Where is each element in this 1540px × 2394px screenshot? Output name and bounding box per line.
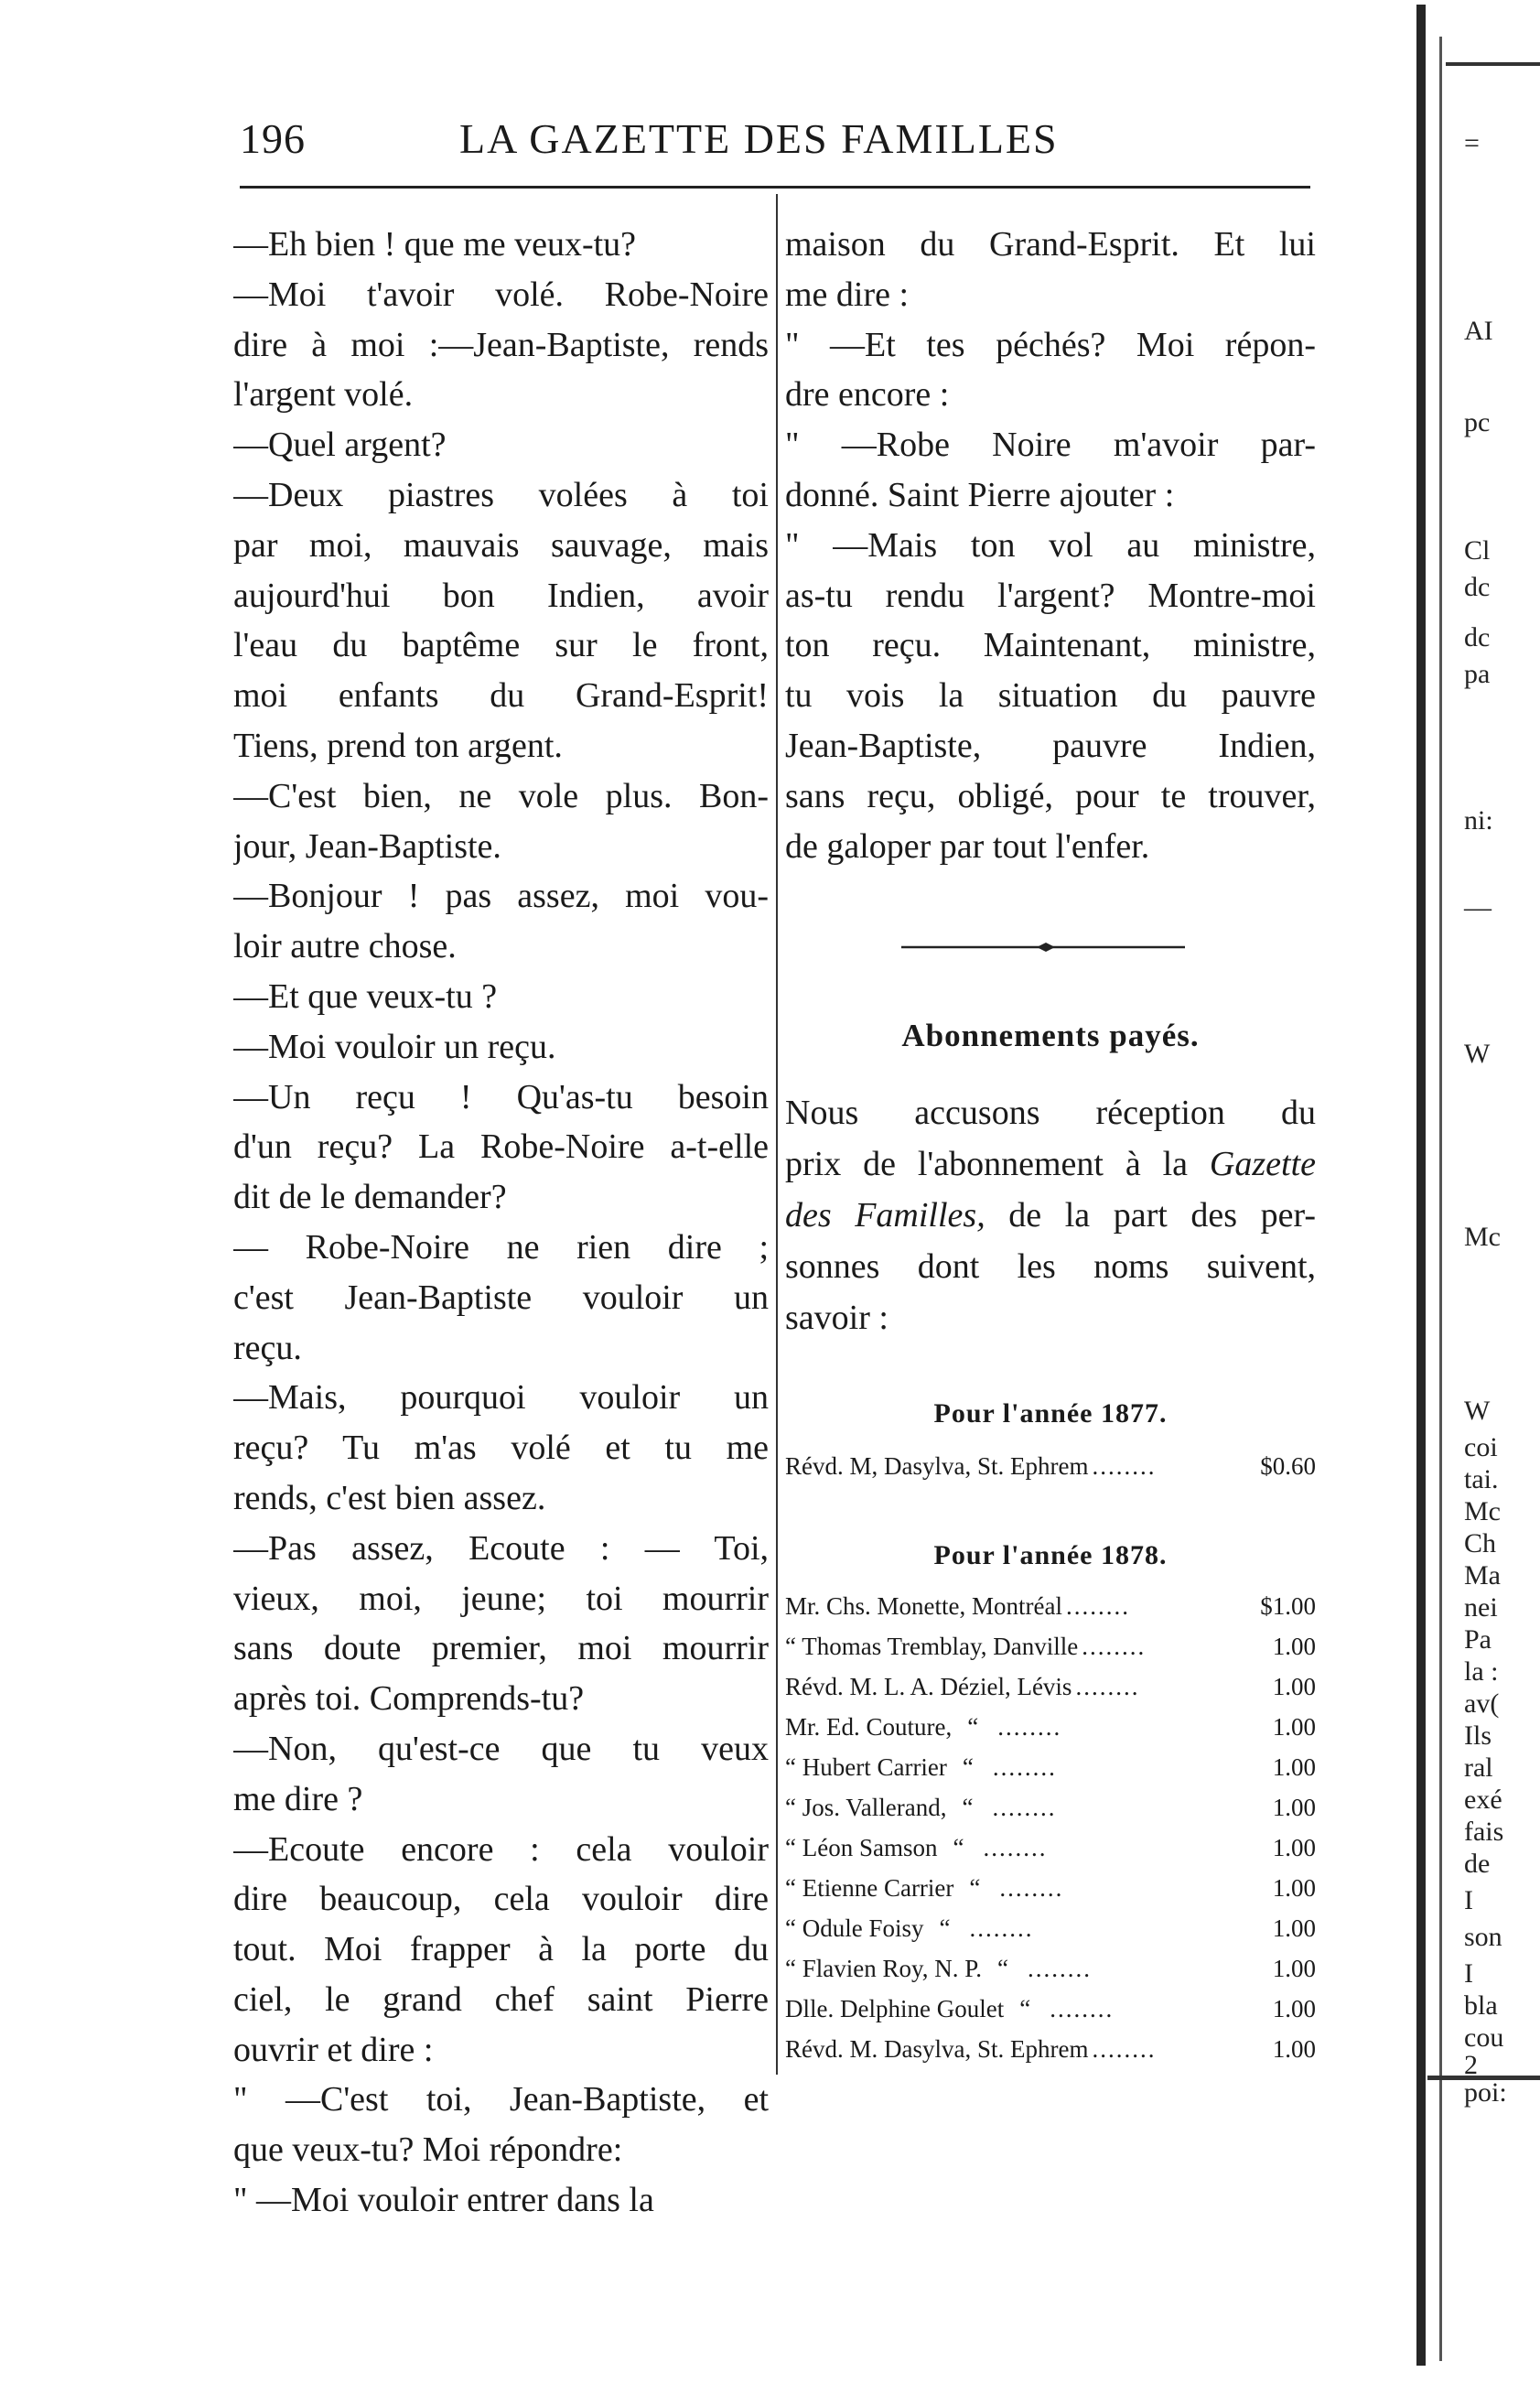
next-page-fragment: exé [1464,1785,1502,1815]
text-line: donné. Saint Pierre ajouter : [785,475,1175,514]
next-page-fragment: Cl [1464,535,1491,566]
subscriber-name: “ Thomas Tremblay, Danville [785,1633,1079,1660]
next-page-fragment: Pa [1464,1624,1492,1655]
subscriber-row [785,1989,1316,2029]
subscription-amount: 1.00 [1272,1955,1316,1982]
left-column-story [233,220,769,2226]
subscriber-row [785,1868,1316,1908]
text-line: après toi. Comprends-tu? [233,1679,585,1719]
text-line: ton reçu. Maintenant, ministre, [785,626,1316,665]
next-page-fragment: I [1464,1885,1473,1915]
next-page-fragment: I [1464,1958,1473,1989]
text-line: l'eau du baptême sur le front, [233,626,769,665]
subscription-amount: 1.00 [1272,1673,1316,1700]
binding-shadow [1416,5,1426,2366]
subscriber-name: Révd. M. L. A. Déziel, Lévis [785,1673,1072,1700]
subscription-amount: 1.00 [1272,2035,1316,2063]
subscriber-name: Révd. M, Dasylva, St. Ephrem [785,1452,1089,1480]
des-familles-italic: des Familles, [785,1196,985,1235]
subscriber-row [785,1908,1316,1948]
text-line: " —Mais ton vol au ministre, [785,525,1316,565]
next-page-fragment: Mc [1464,1222,1501,1252]
leader-dots: ........ [1092,2035,1157,2063]
text-line: d'un reçu? La Robe-Noire a-t-elle [233,1127,769,1167]
right-column-story [785,220,1316,871]
subscription-amount: 1.00 [1272,1995,1316,2022]
leader-dots: ........ [999,1874,1064,1902]
next-page-fragment: de [1464,1849,1491,1879]
text-line: —Un reçu ! Qu'as-tu besoin [233,1077,769,1116]
text-line: — Robe-Noire ne rien dire ; [233,1227,769,1267]
text-line: tu vois la situation du pauvre [785,676,1316,716]
text-line: —Deux piastres volées à toi [233,475,769,514]
text-line: l'argent volé. [233,375,414,415]
leader-dots: ........ [1082,1633,1147,1660]
next-page-fragment: = [1464,128,1480,158]
year-heading-1878: Pour l'année 1878. [933,1540,1168,1570]
next-page-fragment: son [1464,1922,1502,1952]
ditto-mark: “ [962,1794,974,1821]
leader-dots: ........ [1075,1673,1140,1700]
subscriber-name: “ Etienne Carrier [785,1874,954,1902]
next-page-fragment: W [1464,1396,1491,1426]
text-line: vieux, moi, jeune; toi mourrir [233,1579,769,1618]
leader-dots: ........ [1028,1955,1092,1982]
next-page-fragment: pa [1464,659,1491,689]
subscriber-row [785,1586,1316,1626]
text-line: " —Robe Noire m'avoir par- [785,426,1316,465]
ditto-mark: “ [969,1874,981,1902]
text-line: " —Moi vouloir entrer dans la [233,2181,654,2220]
ditto-mark: “ [1019,1995,1031,2022]
subscriber-list-1878 [785,1586,1316,2069]
text-line: sans doute premier, moi mourrir [233,1629,769,1668]
next-page-fragment: bla [1464,1990,1498,2021]
subscriber-name: “ Jos. Vallerand, [785,1794,947,1821]
subscription-amount: 1.00 [1272,1914,1316,1942]
text-line: ouvrir et dire : [233,2030,434,2069]
text-line: par moi, mauvais sauvage, mais [233,525,769,565]
text-line: loir autre chose. [233,927,457,966]
subscriptions-heading: Abonnements payés. [901,1018,1200,1053]
text-line: —Eh bien ! que me veux-tu? [233,225,637,264]
text-line: —Quel argent? [233,426,447,465]
subscriptions-notice [785,1087,1316,1343]
notice-line: sonnes dont les noms suivent, [785,1247,1316,1286]
text-line: reçu? Tu m'as volé et tu me [233,1429,769,1468]
subscriber-name: “ Léon Samson [785,1834,938,1861]
next-page-fragment: fais [1464,1817,1504,1847]
header-rule [240,186,1310,189]
leader-dots: ........ [997,1713,1062,1741]
publication-title: LA GAZETTE DES FAMILLES [459,115,1059,162]
subscriber-row [785,1626,1316,1666]
leader-dots: ........ [1065,1592,1130,1620]
text-line: dit de le demander? [233,1178,507,1217]
notice-line: Nous accusons réception du [785,1094,1316,1132]
subscriber-row [785,1948,1316,1989]
page-number: 196 [240,115,306,162]
next-page-fragment: dc [1464,572,1491,602]
leader-dots: ........ [1092,1452,1157,1480]
text-line: ciel, le grand chef saint Pierre [233,1979,769,2019]
notice-text: prix de l'abonnement à la [785,1145,1189,1183]
notice-line [785,1138,1316,1190]
text-line: reçu. [233,1328,302,1367]
column-divider [776,194,778,2075]
text-line: dre encore : [785,375,950,415]
text-line: " —C'est toi, Jean-Baptiste, et [233,2080,769,2119]
subscription-amount: 1.00 [1272,1713,1316,1741]
ditto-mark: “ [962,1753,974,1781]
text-line: —Et que veux-tu ? [233,976,498,1016]
text-line: dire à moi :—Jean-Baptiste, rends [233,325,769,364]
text-line: —Moi vouloir un reçu. [233,1027,556,1066]
text-line: —Non, qu'est-ce que tu veux [233,1729,769,1768]
text-line: de galoper par tout l'enfer. [785,826,1150,866]
text-line: —Ecoute encore : cela vouloir [233,1829,769,1869]
subscriber-row [785,2029,1316,2069]
text-line: —Bonjour ! pas assez, moi vou- [233,877,769,916]
text-line: —C'est bien, ne vole plus. Bon- [233,776,769,815]
binding-line [1439,37,1442,2361]
subscription-amount: $0.60 [1260,1452,1316,1480]
subscription-amount: 1.00 [1272,1834,1316,1861]
next-page-fragment: la : [1464,1656,1499,1687]
subscriber-row [785,1707,1316,1747]
text-line: —Pas assez, Ecoute : — Toi, [233,1528,769,1568]
leader-dots: ........ [992,1794,1057,1821]
text-line: maison du Grand-Esprit. Et lui [785,225,1316,264]
subscriber-name: Dlle. Delphine Goulet [785,1995,1005,2022]
text-line: sans reçu, obligé, pour te trouver, [785,776,1316,815]
leader-dots: ........ [992,1753,1057,1781]
text-line: moi enfants du Grand-Esprit! [233,676,769,716]
next-page-fragment: — [1464,892,1492,922]
leader-dots: ........ [1050,1995,1115,2022]
next-page-rule [1446,62,1540,66]
text-line: me dire ? [233,1779,363,1818]
subscriber-name: Mr. Ed. Couture, [785,1713,953,1741]
notice-line: savoir : [785,1299,888,1337]
text-line: Tiens, prend ton argent. [233,726,563,765]
subscriber-row [785,1828,1316,1868]
leader-dots: ........ [983,1834,1048,1861]
subscriber-row [785,1787,1316,1828]
leader-dots: ........ [969,1914,1034,1942]
text-line: c'est Jean-Baptiste vouloir un [233,1278,769,1317]
subscription-amount: $1.00 [1260,1592,1316,1620]
subscriber-name: Mr. Chs. Monette, Montréal [785,1592,1062,1620]
text-line: me dire : [785,275,910,314]
next-page-fragment: Ils [1464,1720,1492,1751]
gazette-title-italic: Gazette [1209,1145,1316,1183]
year-heading-1877: Pour l'année 1877. [933,1398,1168,1429]
subscriber-name: “ Flavien Roy, N. P. [785,1955,982,1982]
next-page-fragment: ni: [1464,805,1493,836]
running-head [240,114,1310,169]
subscriber-row [785,1446,1316,1486]
next-page-fragment: Mc [1464,1496,1501,1526]
subscriber-name: “ Hubert Carrier [785,1753,947,1781]
next-page-fragment: Ch [1464,1528,1497,1558]
ditto-mark: “ [967,1713,979,1741]
subscriber-name: Révd. M. Dasylva, St. Ephrem [785,2035,1089,2063]
subscription-amount: 1.00 [1272,1794,1316,1821]
subscriber-list-1877 [785,1446,1316,1486]
next-page-fragment: 2 [1464,2050,1478,2080]
notice-text: de la part des per- [1008,1196,1316,1235]
next-page-fragment: ral [1464,1752,1493,1783]
text-line: jour, Jean-Baptiste. [233,826,501,866]
subscriber-name: “ Odule Foisy [785,1914,924,1942]
text-line: rends, c'est bien assez. [233,1478,546,1517]
next-page-fragment: av( [1464,1688,1500,1719]
subscriber-row [785,1747,1316,1787]
text-line: —Mais, pourquoi vouloir un [233,1378,769,1418]
subscriber-row [785,1666,1316,1707]
text-line: dire beaucoup, cela vouloir dire [233,1880,769,1919]
next-page-fragment: pc [1464,407,1491,437]
ditto-mark: “ [953,1834,964,1861]
next-page-fragment: nei [1464,1592,1498,1623]
next-page-fragment: coi [1464,1432,1498,1462]
next-page-fragment: tai. [1464,1464,1499,1494]
subscription-amount: 1.00 [1272,1633,1316,1660]
next-page-fragment: poi: [1464,2077,1507,2108]
text-line: tout. Moi frapper à la porte du [233,1930,769,1969]
text-line: as-tu rendu l'argent? Montre-moi [785,576,1316,615]
next-page-fragment: dc [1464,622,1491,652]
next-page-fragment: W [1464,1039,1491,1069]
next-page-fragment: cou [1464,2022,1504,2053]
section-ornament [901,941,1185,954]
text-line: aujourd'hui bon Indien, avoir [233,576,769,615]
ditto-mark: “ [939,1914,951,1942]
next-page-fragment: Ma [1464,1560,1501,1591]
text-line: Jean-Baptiste, pauvre Indien, [785,726,1316,765]
subscription-amount: 1.00 [1272,1874,1316,1902]
ditto-mark: “ [997,1955,1008,1982]
next-page-fragment: AI [1464,316,1493,346]
subscription-amount: 1.00 [1272,1753,1316,1781]
notice-line [785,1190,1316,1241]
text-line: que veux-tu? Moi répondre: [233,2130,623,2170]
text-line: —Moi t'avoir volé. Robe-Noire [233,275,769,314]
text-line: " —Et tes péchés? Moi répon- [785,325,1316,364]
